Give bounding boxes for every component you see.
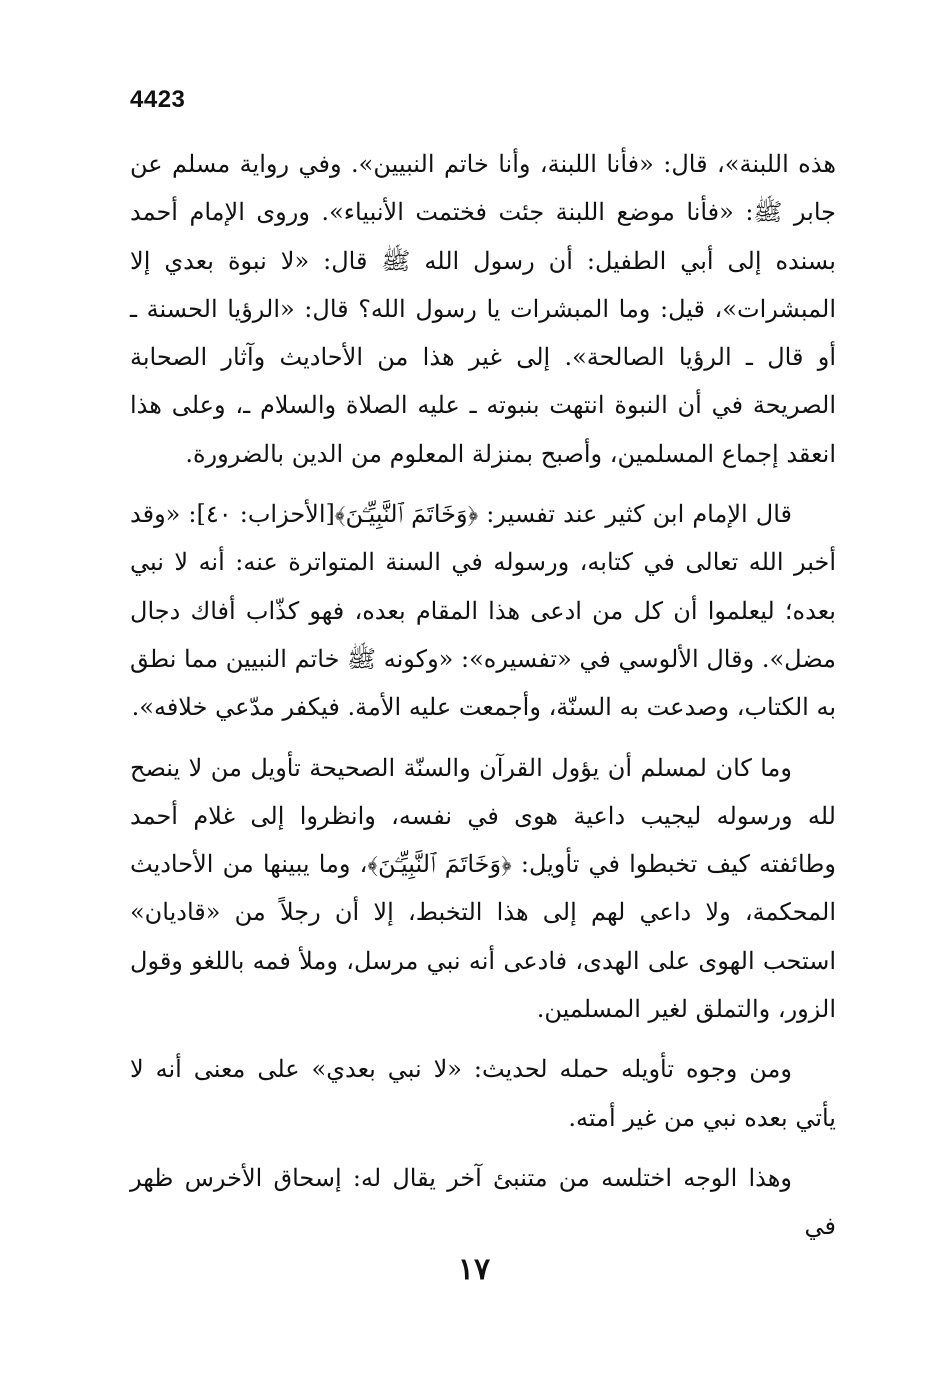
paragraph-1: هذه اللبنة»، قال: «فأنا اللبنة، وأنا خاتم النبيين». وفي رواية مسلم عن جابر ﷺ: «فأنا موضع اللبنة جئت فختمت الأنبياء». وروى الإمام أحمد بسنده إلى أبي الطفيل: أن رسول الله ﷺ قال: «لا نبوة بعدي إلا المبشرات»، قيل: وما المبشرات يا رسول الله؟ قال: «الرؤيا الحسنة ـ أو قال ـ الرؤيا الصالحة». إلى غير هذا من الأحاديث وآثار الصحابة الصريحة في أن النبوة انتهت بنبوته ـ عليه الصلاة والسلام ـ، وعلى هذا انعقد إجماع المسلمين، وأصبح بمنزلة المعلوم من الدين بالضرورة. [130,150,836,468]
paragraph-3: وما كان لمسلم أن يؤول القرآن والسنّة الصحيحة تأويل من لا ينصح لله ورسوله ليجيب داعية هوى في نفسه، وانظروا إلى غلام أحمد وطائفته كيف تخبطوا في تأويل: ﴿وَخَاتَمَ ٱلنَّبِيِّـۧنَ﴾، وما يبينها من الأحاديث المحكمة، ولا داعي لهم إلى هذا التخبط، إلا أن رجلاً من «قاديان» استحب الهوى على الهدى، فادعى أنه نبي مرسل، وملأ فمه باللغو وقول الزور، والتملق لغير المسلمين. [130,753,836,1024]
body-text [130,140,836,1251]
paragraph-5: وهذا الوجه اختلسه من متنبئ آخر يقال له: إسحاق الأخرس ظهر في [130,1163,836,1241]
paragraph-2: قال الإمام ابن كثير عند تفسير: ﴿وَخَاتَمَ ٱلنَّبِيِّـۧنَ﴾[الأحزاب: ٤٠]: «وقد أخبر الله تعالى في كتابه، ورسوله في السنة المتواترة عنه: أنه لا نبي بعده؛ ليعلموا أن كل من ادعى هذا المقام بعده، فهو كذّاب أفاك دجال مضل». وقال الألوسي في «تفسيره»: «وكونه ﷺ خاتم النبيين مما نطق به الكتاب، وصدعت به السنّة، وأجمعت عليه الأمة. فيكفر مدّعي خلافه». [130,500,836,722]
paragraph-4: ومن وجوه تأويله حمله لحديث: «لا نبي بعدي» على معنى أنه لا يأتي بعده نبي من غير أمته. [130,1055,836,1132]
page-number: ١٧ [457,1252,491,1287]
page-marker: 4423 [130,86,186,113]
